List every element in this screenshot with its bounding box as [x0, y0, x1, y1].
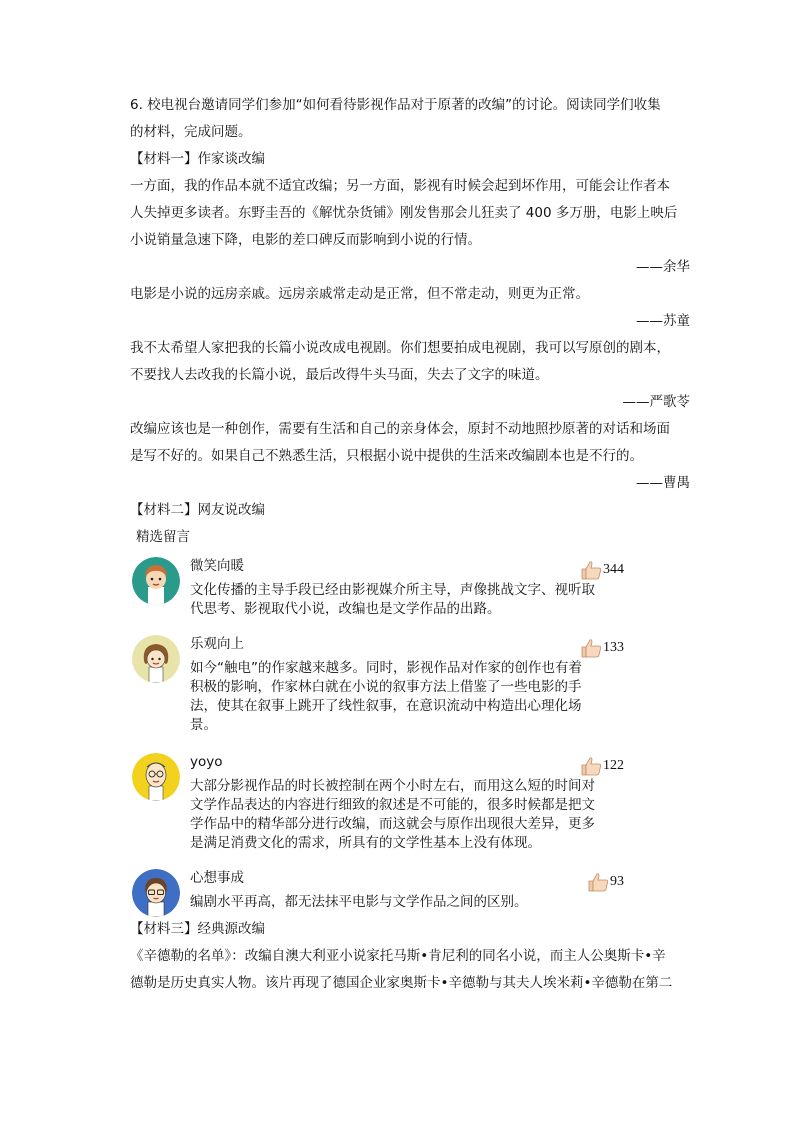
avatar — [132, 753, 180, 801]
comment-item — [130, 633, 690, 735]
comment-item — [130, 751, 690, 853]
like-count: 93 — [610, 874, 624, 889]
quote-line: 一方面，我的作品本就不适宜改编；另一方面，影视有时候会起到坏作用，可能会让作者本 — [130, 178, 670, 194]
quote-line: 是写不好的。如果自己不熟悉生活，只根据小说中提供的生活来改编剧本也是不行的。 — [130, 448, 643, 464]
picked-comments-label: 精选留言 — [136, 529, 190, 545]
comment-author: 心想事成 — [190, 870, 244, 886]
like-counter[interactable] — [580, 559, 624, 581]
material1-title: 【材料一】作家谈改编 — [130, 151, 265, 167]
quote-line: 小说销量急速下降，电影的差口碑反而影响到小说的行情。 — [130, 232, 481, 248]
quote-author: ——余华 — [636, 259, 690, 275]
quote-author: ——苏童 — [636, 313, 690, 329]
question-line: 6. 校电视台邀请同学们参加“如何看待影视作品对于原著的改编”的讨论。阅读同学们收集 — [130, 97, 661, 113]
thumbs-up-icon — [587, 872, 609, 892]
question-prompt — [130, 92, 690, 146]
thumbs-up-icon — [580, 638, 602, 658]
comment-line: 景。 — [190, 717, 217, 733]
quote-caoyu — [130, 416, 690, 497]
like-counter[interactable] — [587, 871, 624, 893]
comment-line: 如今“触电”的作家越来越多。同时，影视作品对作家的创作也有着 — [190, 660, 582, 676]
quote-line: 人失掉更多读者。东野圭吾的《解忧杂货铺》刚发售那会儿狂卖了 400 多万册，电影上映后 — [130, 205, 678, 221]
quote-sutong — [130, 281, 690, 335]
comment-line: 文学作品表达的内容进行细致的叙述是不可能的，很多时候都是把文 — [190, 797, 595, 813]
comment-text — [190, 659, 620, 735]
material3-title: 【材料三】经典源改编 — [130, 921, 265, 937]
material2-title: 【材料二】网友说改编 — [130, 502, 265, 518]
comment-text — [190, 893, 620, 912]
material3-line: 德勒是历史真实人物。该片再现了德国企业家奥斯卡•辛德勒与其夫人埃米莉•辛德勒在第二 — [130, 975, 673, 991]
comment-line: 学作品中的精华部分进行改编，而这就会与原作出现很大差异，更多 — [190, 816, 595, 832]
quote-yuhua — [130, 173, 690, 281]
thumbs-up-icon — [580, 756, 602, 776]
avatar — [132, 869, 180, 917]
comment-line: 积极的影响，作家林白就在小说的叙事方法上借鉴了一些电影的手 — [190, 679, 582, 695]
comment-item — [130, 555, 690, 619]
comment-line: 是满足消费文化的需求，所具有的文学性基本上没有体现。 — [190, 835, 541, 851]
quote-line: 改编应该也是一种创作，需要有生活和自己的亲身体会，原封不动地照抄原著的对话和场面 — [130, 421, 670, 437]
comment-author: yoyo — [190, 754, 223, 770]
comment-author: 乐观向上 — [190, 636, 244, 652]
document-page — [130, 92, 690, 997]
comment-line: 代思考、影视取代小说，改编也是文学作品的出路。 — [190, 601, 501, 617]
thumbs-up-icon — [580, 560, 602, 580]
comment-item — [130, 867, 690, 912]
quote-author: ——曹禺 — [636, 475, 690, 491]
like-count: 133 — [603, 640, 624, 655]
like-count: 122 — [603, 758, 624, 773]
comment-text — [190, 777, 620, 853]
quote-line: 我不太希望人家把我的长篇小说改成电视剧。你们想要拍成电视剧，我可以写原创的剧本， — [130, 340, 670, 356]
comment-text — [190, 581, 620, 619]
material3-line: 《辛德勒的名单》：改编自澳大利亚小说家托马斯•肯尼利的同名小说，而主人公奥斯卡•辛 — [130, 948, 666, 964]
quote-line: 不要找人去改我的长篇小说，最后改得牛头马面，失去了文字的味道。 — [130, 367, 549, 383]
avatar — [132, 557, 180, 605]
comment-line: 编剧水平再高，都无法抹平电影与文学作品之间的区别。 — [190, 894, 528, 910]
comment-line: 大部分影视作品的时长被控制在两个小时左右，而用这么短的时间对 — [190, 778, 595, 794]
comment-line: 法，使其在叙事上跳开了线性叙事，在意识流动中构造出心理化场 — [190, 698, 582, 714]
question-line: 的材料，完成问题。 — [130, 124, 252, 140]
quote-line: 电影是小说的远房亲戚。远房亲戚常走动是正常，但不常走动，则更为正常。 — [130, 286, 589, 302]
comment-line: 文化传播的主导手段已经由影视媒介所主导，声像挑战文字、视听取 — [190, 582, 595, 598]
quote-author: ——严歌苓 — [622, 394, 690, 410]
like-count: 344 — [603, 562, 624, 577]
quote-yangeling — [130, 335, 690, 416]
avatar — [132, 635, 180, 683]
like-counter[interactable] — [580, 637, 624, 659]
like-counter[interactable] — [580, 755, 624, 777]
comment-author: 微笑向暖 — [190, 558, 244, 574]
